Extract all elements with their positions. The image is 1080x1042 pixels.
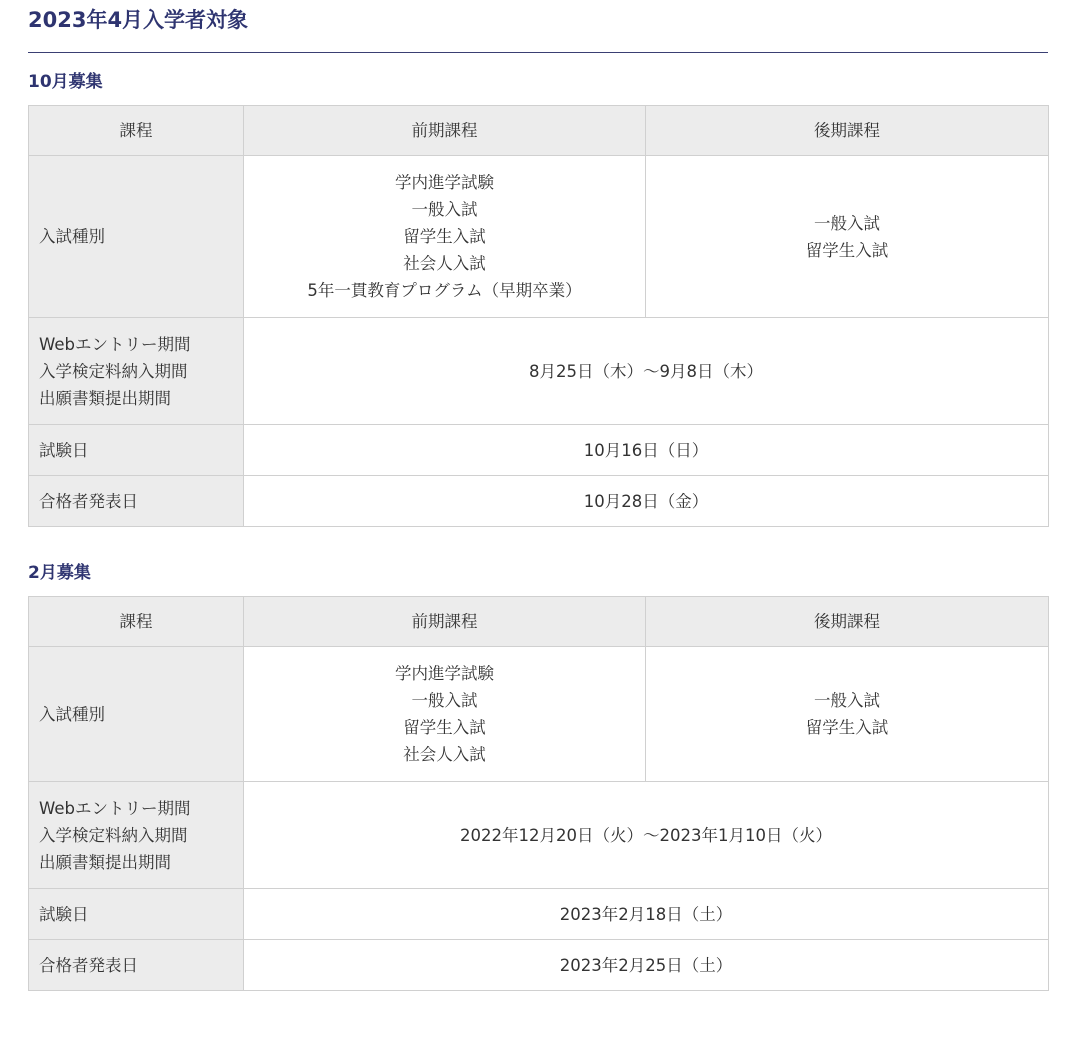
exam-date-value: 2023年2月18日（土） xyxy=(244,889,1049,940)
exam-type-item: 一般入試 xyxy=(411,200,478,219)
table-header-row xyxy=(29,597,1049,647)
exam-type-item: 学内進学試験 xyxy=(395,664,494,683)
exam-type-item: 学内進学試験 xyxy=(395,173,494,192)
header-first-term: 前期課程 xyxy=(244,597,646,647)
period-label-line: Webエントリー期間 xyxy=(39,798,191,818)
period-label-line: Webエントリー期間 xyxy=(39,334,191,354)
period-value: 8月25日（木）〜9月8日（木） xyxy=(244,318,1049,425)
period-label-line: 入学検定料納入期間 xyxy=(39,361,188,381)
exam-type-first-term xyxy=(244,156,646,318)
period-label-line: 出願書類提出期間 xyxy=(39,388,171,408)
table-row-announcement xyxy=(29,940,1049,991)
title-divider xyxy=(28,52,1048,53)
table-header-row xyxy=(29,106,1049,156)
table-row-announcement xyxy=(29,476,1049,527)
header-course: 課程 xyxy=(29,106,244,156)
table-row-exam-date xyxy=(29,425,1049,476)
table-row-exam-type xyxy=(29,156,1049,318)
section-title-february: 2月募集 xyxy=(28,563,91,583)
exam-type-first-term xyxy=(244,647,646,782)
table-row-exam-date xyxy=(29,889,1049,940)
schedule-table-february xyxy=(28,596,1049,991)
exam-type-item: 一般入試 xyxy=(814,691,880,710)
exam-type-item: 社会人入試 xyxy=(403,745,486,764)
schedule-table-october xyxy=(28,105,1049,527)
exam-type-second-term xyxy=(646,647,1049,782)
announcement-value: 10月28日（金） xyxy=(244,476,1049,527)
period-label-line: 出願書類提出期間 xyxy=(39,852,171,872)
table-row-exam-type xyxy=(29,647,1049,782)
exam-type-item: 留学生入試 xyxy=(403,227,486,246)
exam-type-item: 一般入試 xyxy=(411,691,478,710)
label-announcement: 合格者発表日 xyxy=(29,476,244,527)
exam-type-item: 留学生入試 xyxy=(805,240,889,260)
exam-type-item: 社会人入試 xyxy=(403,254,486,273)
label-exam-type: 入試種別 xyxy=(29,647,244,782)
period-value: 2022年12月20日（火）〜2023年1月10日（火） xyxy=(244,782,1049,889)
label-exam-date: 試験日 xyxy=(29,425,244,476)
page-title: 2023年4月入学者対象 xyxy=(28,8,249,32)
header-second-term: 後期課程 xyxy=(646,106,1049,156)
exam-type-item: 留学生入試 xyxy=(805,718,889,737)
label-exam-date: 試験日 xyxy=(29,889,244,940)
table-row-period xyxy=(29,318,1049,425)
section-title-october: 10月募集 xyxy=(28,72,103,92)
exam-type-item: 一般入試 xyxy=(814,213,880,233)
label-period xyxy=(29,318,244,425)
exam-date-value: 10月16日（日） xyxy=(244,425,1049,476)
header-first-term: 前期課程 xyxy=(244,106,646,156)
label-announcement: 合格者発表日 xyxy=(29,940,244,991)
exam-type-item: 留学生入試 xyxy=(403,718,486,737)
exam-type-second-term xyxy=(646,156,1049,318)
label-exam-type: 入試種別 xyxy=(29,156,244,318)
header-course: 課程 xyxy=(29,597,244,647)
exam-type-item: 5年一貫教育プログラム（早期卒業） xyxy=(307,281,582,300)
announcement-value: 2023年2月25日（土） xyxy=(244,940,1049,991)
label-period xyxy=(29,782,244,889)
table-row-period xyxy=(29,782,1049,889)
period-label-line: 入学検定料納入期間 xyxy=(39,825,188,845)
header-second-term: 後期課程 xyxy=(646,597,1049,647)
